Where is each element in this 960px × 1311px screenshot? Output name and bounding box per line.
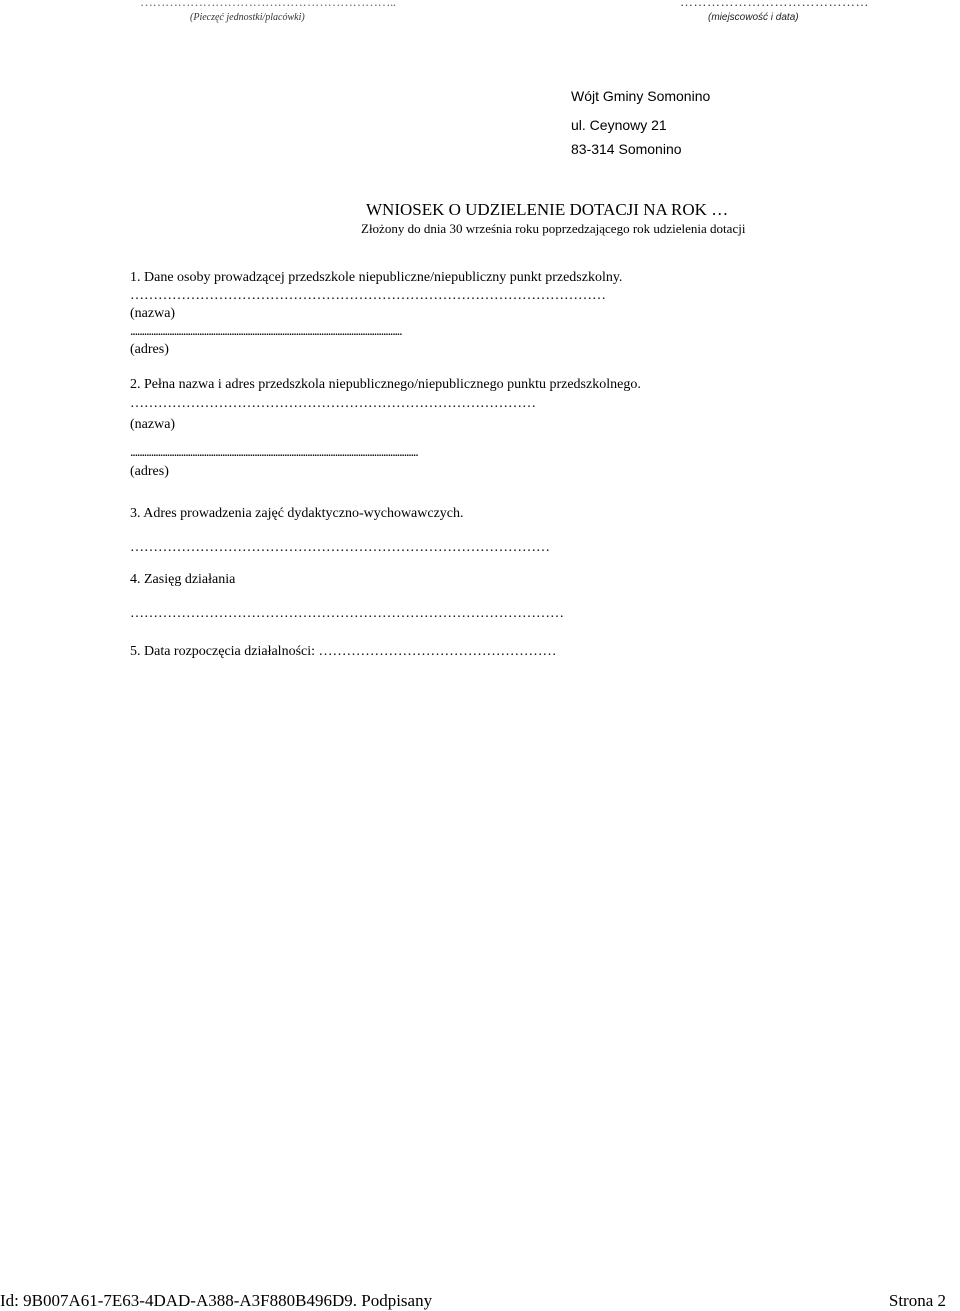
addressee-name: Wójt Gminy Somonino [571,88,711,104]
section-2-address-label: (adres) [130,464,169,479]
page-number: Strona 2 [888,1291,946,1310]
section-2-name-field: …………………………………………………………………………… [130,396,536,411]
section-3-field: ……………………………………………………………………………… [130,540,550,555]
stamp-label: (Pieczęć jednostki/placówki) [190,12,305,23]
section-2-address-field: ............................................................................................................................. [130,445,418,460]
document-title: WNIOSEK O UDZIELENIE DOTACJI NA ROK … [366,200,729,219]
section-3-heading: 3. Adres prowadzenia zajęć dydaktyczno-wychowawczych. [130,506,464,521]
document-subtitle: Złożony do dnia 30 września roku poprzedzającego rok udzielenia dotacji [361,221,746,236]
place-date-dotted-line: …………………………………… [680,0,869,9]
section-4-field: ………………………………………………………………………………… [130,606,564,621]
section-2-name-label: (nazwa) [130,417,176,432]
document-id-footer: Id: 9B007A61-7E63-4DAD-A388-A3F880B496D9. Podpisany [0,1291,433,1310]
section-1-heading: 1. Dane osoby prowadzącej przedszkole niepubliczne/niepubliczny punkt przedszkolny. [130,270,623,285]
addressee-street: ul. Ceynowy 21 [571,117,667,133]
addressee-city: 83-314 Somonino [571,141,682,157]
stamp-dotted-line: …………………………………………………….. [140,0,396,9]
section-4-heading: 4. Zasięg działania [130,572,236,587]
section-1-address-field: ...................................................................................................................... [130,324,402,339]
place-date-label: (miejscowość i data) [708,12,799,23]
section-5-heading: 5. Data rozpoczęcia działalności: …………………………………………… [130,644,557,659]
section-2-heading: 2. Pełna nazwa i adres przedszkola niepublicznego/niepublicznego punktu przedszkolnego. [130,377,641,392]
section-1-address-label: (adres) [130,342,169,357]
section-1-name-label: (nazwa) [130,306,176,321]
section-1-name-field: ………………………………………………………………………………………… [130,288,606,303]
